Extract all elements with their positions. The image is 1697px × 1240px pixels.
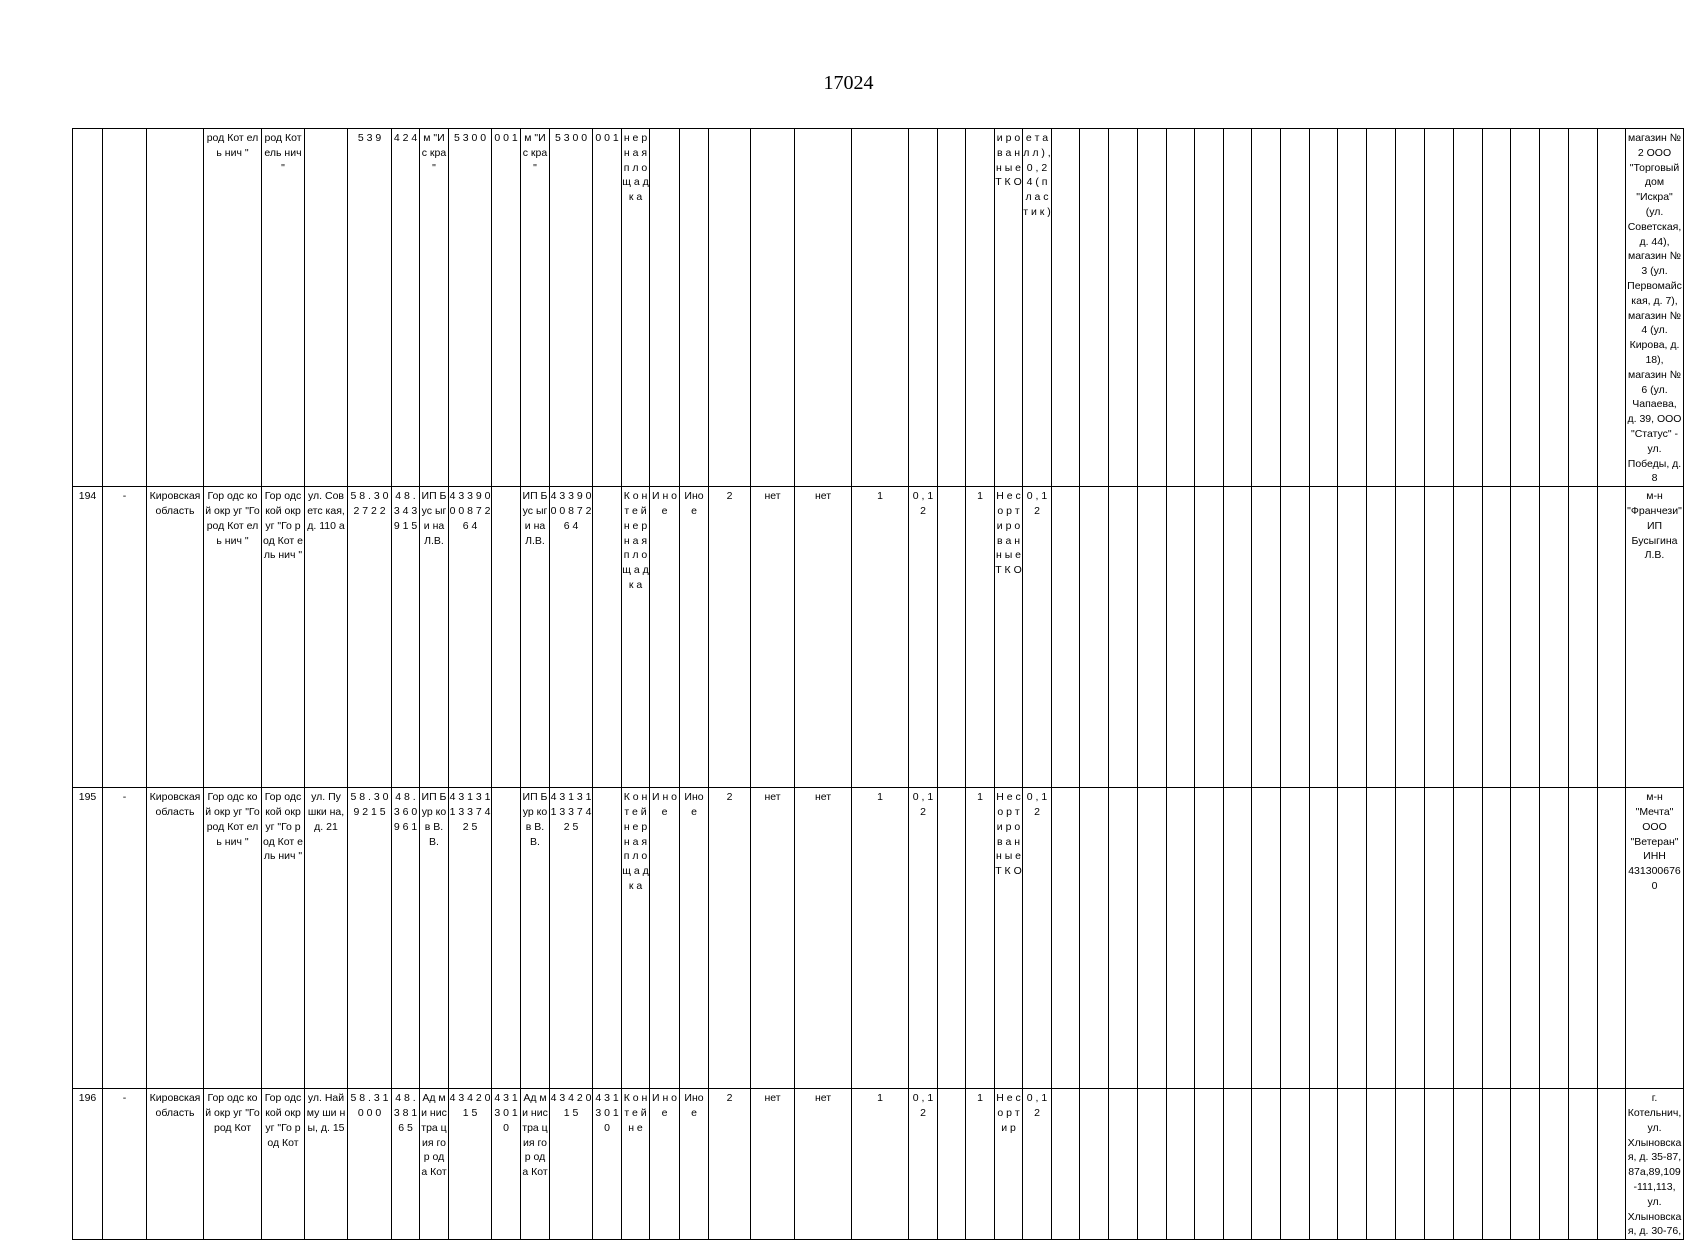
source-code-cell: 4 3 1 3 0 1 0 bbox=[593, 1089, 622, 1240]
waste-site-registry-table bbox=[72, 128, 1684, 1240]
empty-cell bbox=[1252, 129, 1281, 487]
row-dash bbox=[103, 129, 147, 487]
empty-cell bbox=[1483, 788, 1511, 1089]
row-dash: - bbox=[103, 487, 147, 788]
empty-cell bbox=[1367, 487, 1396, 788]
region-cell: Кировская область bbox=[147, 1089, 204, 1240]
empty-cell bbox=[1454, 129, 1483, 487]
source-code-cell: 0 0 1 bbox=[593, 129, 622, 487]
source-cell: ИП Бур ков В.В. bbox=[521, 788, 550, 1089]
site-type-cell: К о н т е й н е bbox=[622, 1089, 650, 1240]
empty-cell bbox=[1454, 487, 1483, 788]
empty-cell bbox=[1195, 129, 1224, 487]
empty-cell bbox=[1454, 1089, 1483, 1240]
latitude-cell: 5 8 . 3 0 2 7 2 2 bbox=[348, 487, 392, 788]
empty-cell bbox=[1338, 1089, 1367, 1240]
empty-cell bbox=[1195, 788, 1224, 1089]
owner-code-cell: 4 3 1 3 0 1 0 bbox=[492, 1089, 521, 1240]
planned-count-cell: 1 bbox=[966, 487, 995, 788]
empty-cell bbox=[1569, 1089, 1598, 1240]
notes-cell: магазин № 2 ООО "Торговый дом "Искра" (ул. Советская, д. 44), магазин № 3 (ул. Первомайская, д. 7), магазин № 4 (ул. Кирова, д. 18), магазин № 6 (ул. Чапаева, д. 39, ООО "Статус" - ул. Победы, д. 8 bbox=[1626, 129, 1684, 487]
cover-cell bbox=[650, 129, 680, 487]
latitude-cell: 5 3 9 bbox=[348, 129, 392, 487]
latitude-cell: 5 8 . 3 0 9 2 1 5 bbox=[348, 788, 392, 1089]
empty-cell bbox=[1224, 487, 1252, 788]
waste-type-cell: Н е с о р т и р о в а н н ы е Т К О bbox=[995, 487, 1023, 788]
empty-cell bbox=[1396, 1089, 1425, 1240]
longitude-cell: 4 8 . 3 4 3 9 1 5 bbox=[392, 487, 420, 788]
source-cell: м "Ис кра " bbox=[521, 129, 550, 487]
area-cell: нет bbox=[751, 1089, 795, 1240]
empty-cell bbox=[1080, 129, 1109, 487]
row-number: 196 bbox=[73, 1089, 103, 1240]
row-number bbox=[73, 129, 103, 487]
empty-cell bbox=[1483, 129, 1511, 487]
empty-cell bbox=[1052, 129, 1080, 487]
empty-cell bbox=[1425, 788, 1454, 1089]
district-cell: Гор одс кой окр уг "Го род Кот bbox=[204, 1089, 262, 1240]
settlement-cell: род Кот ель нич " bbox=[262, 129, 305, 487]
waste-volume-cell: е т а л л ) , 0 , 2 4 ( п л а с т и к ) bbox=[1023, 129, 1052, 487]
empty-cell bbox=[1310, 788, 1338, 1089]
planned-count-cell bbox=[966, 129, 995, 487]
owner-cell: ИП Бус ыги на Л.В. bbox=[420, 487, 449, 788]
empty-cell bbox=[1396, 129, 1425, 487]
notes-cell: м-н "Франчези" ИП Бусыгина Л.В. bbox=[1626, 487, 1684, 788]
container-count-cell: 1 bbox=[852, 788, 909, 1089]
empty-cell bbox=[1138, 487, 1167, 788]
container-volume-cell: 0 , 1 2 bbox=[909, 788, 938, 1089]
lighting-cell: нет bbox=[795, 1089, 852, 1240]
owner-cell: ИП Бур ков В.В. bbox=[420, 788, 449, 1089]
source-code-cell bbox=[593, 487, 622, 788]
waste-type-cell: Н е с о р т и р bbox=[995, 1089, 1023, 1240]
owner-code-cell: 0 0 1 bbox=[492, 129, 521, 487]
empty-cell bbox=[1598, 788, 1626, 1089]
empty-cell bbox=[1367, 129, 1396, 487]
empty-cell bbox=[1540, 1089, 1569, 1240]
container-count-cell: 1 bbox=[852, 1089, 909, 1240]
waste-volume-cell: 0 , 1 2 bbox=[1023, 1089, 1052, 1240]
settlement-cell: Гор одс кой окр уг "Го род Кот bbox=[262, 1089, 305, 1240]
container-count-cell: 1 bbox=[852, 487, 909, 788]
empty-cell bbox=[1281, 788, 1310, 1089]
empty-cell bbox=[1338, 487, 1367, 788]
empty-cell bbox=[1080, 1089, 1109, 1240]
area-cell: нет bbox=[751, 487, 795, 788]
row-dash: - bbox=[103, 788, 147, 1089]
waste-type-cell: Н е с о р т и р о в а н н ы е Т К О bbox=[995, 788, 1023, 1089]
area-cell: нет bbox=[751, 788, 795, 1089]
street-cell: ул. Най му ши ны, д. 15 bbox=[305, 1089, 348, 1240]
source-code-cell bbox=[593, 788, 622, 1089]
empty-cell bbox=[1454, 788, 1483, 1089]
fence-cell: 2 bbox=[709, 487, 751, 788]
container-count-cell bbox=[852, 129, 909, 487]
latitude-cell: 5 8 . 3 1 0 0 0 bbox=[348, 1089, 392, 1240]
planned-count-cell: 1 bbox=[966, 1089, 995, 1240]
cover-type-cell: Ино е bbox=[680, 487, 709, 788]
empty-cell bbox=[1310, 129, 1338, 487]
empty-cell bbox=[1338, 788, 1367, 1089]
owner-code-cell bbox=[492, 487, 521, 788]
cover-cell: И н о е bbox=[650, 1089, 680, 1240]
cover-type-cell: Ино е bbox=[680, 788, 709, 1089]
empty-cell bbox=[1195, 487, 1224, 788]
container-volume-cell: 0 , 1 2 bbox=[909, 487, 938, 788]
empty-cell bbox=[1281, 1089, 1310, 1240]
table-row bbox=[73, 1089, 1684, 1240]
empty-cell bbox=[1281, 129, 1310, 487]
empty-cell bbox=[1569, 129, 1598, 487]
notes-cell: г. Котельнич, ул. Хлыновская, д. 35-87, 87а,89,109-111,113, ул. Хлыновская, д. 30-76, bbox=[1626, 1089, 1684, 1240]
settlement-cell: Гор одс кой окр уг "Го род Кот ель нич " bbox=[262, 487, 305, 788]
table-row bbox=[73, 788, 1684, 1089]
empty-cell bbox=[1167, 788, 1195, 1089]
district-cell: Гор одс кой окр уг "Го род Кот ель нич " bbox=[204, 788, 262, 1089]
row-number: 194 bbox=[73, 487, 103, 788]
area-cell bbox=[751, 129, 795, 487]
empty-cell bbox=[1511, 487, 1540, 788]
fence-cell bbox=[709, 129, 751, 487]
empty-cell bbox=[1109, 1089, 1138, 1240]
empty-cell bbox=[1195, 1089, 1224, 1240]
region-cell bbox=[147, 129, 204, 487]
notes-cell: м-н "Мечта" ООО "Ветеран" ИНН 4313006760 bbox=[1626, 788, 1684, 1089]
site-type-cell: К о н т е й н е р н а я п л о щ а д к а bbox=[622, 788, 650, 1089]
owner-cell: м "Ис кра " bbox=[420, 129, 449, 487]
empty-cell bbox=[1138, 1089, 1167, 1240]
empty-cell bbox=[1109, 129, 1138, 487]
street-cell bbox=[305, 129, 348, 487]
owner-code-cell bbox=[492, 788, 521, 1089]
waste-type-cell: и р о в а н н ы е Т К О bbox=[995, 129, 1023, 487]
empty-cell bbox=[1252, 1089, 1281, 1240]
empty-cell bbox=[1540, 487, 1569, 788]
empty-cell bbox=[1511, 129, 1540, 487]
empty-cell bbox=[1569, 487, 1598, 788]
row-dash: - bbox=[103, 1089, 147, 1240]
planned-count-cell: 1 bbox=[966, 788, 995, 1089]
empty-cell bbox=[1367, 788, 1396, 1089]
empty-cell bbox=[1052, 487, 1080, 788]
empty-cell bbox=[1138, 129, 1167, 487]
district-cell: Гор одс кой окр уг "Го род Кот ель нич " bbox=[204, 487, 262, 788]
empty-cell bbox=[938, 788, 966, 1089]
empty-cell bbox=[1511, 1089, 1540, 1240]
empty-cell bbox=[1109, 788, 1138, 1089]
region-cell: Кировская область bbox=[147, 788, 204, 1089]
waste-volume-cell: 0 , 1 2 bbox=[1023, 487, 1052, 788]
empty-cell bbox=[1080, 788, 1109, 1089]
lighting-cell: нет bbox=[795, 487, 852, 788]
empty-cell bbox=[1425, 1089, 1454, 1240]
cover-type-cell bbox=[680, 129, 709, 487]
empty-cell bbox=[1338, 129, 1367, 487]
waste-volume-cell: 0 , 1 2 bbox=[1023, 788, 1052, 1089]
empty-cell bbox=[1425, 129, 1454, 487]
owner-ogrn-cell: 4 3 3 9 0 0 0 8 7 2 6 4 bbox=[449, 487, 492, 788]
empty-cell bbox=[1252, 487, 1281, 788]
owner-ogrn-cell: 5 3 0 0 bbox=[449, 129, 492, 487]
empty-cell bbox=[1367, 1089, 1396, 1240]
empty-cell bbox=[938, 487, 966, 788]
cover-cell: И н о е bbox=[650, 487, 680, 788]
empty-cell bbox=[1511, 788, 1540, 1089]
site-type-cell: К о н т е й н е р н а я п л о щ а д к а bbox=[622, 487, 650, 788]
longitude-cell: 4 8 . 3 6 0 9 6 1 bbox=[392, 788, 420, 1089]
cover-type-cell: Ино е bbox=[680, 1089, 709, 1240]
source-cell: ИП Бус ыги на Л.В. bbox=[521, 487, 550, 788]
owner-ogrn-cell: 4 3 4 2 0 1 5 bbox=[449, 1089, 492, 1240]
empty-cell bbox=[1252, 788, 1281, 1089]
empty-cell bbox=[1310, 487, 1338, 788]
empty-cell bbox=[1540, 788, 1569, 1089]
empty-cell bbox=[1598, 129, 1626, 487]
empty-cell bbox=[1483, 487, 1511, 788]
region-cell: Кировская область bbox=[147, 487, 204, 788]
table-row bbox=[73, 129, 1684, 487]
empty-cell bbox=[1569, 788, 1598, 1089]
container-volume-cell: 0 , 1 2 bbox=[909, 1089, 938, 1240]
empty-cell bbox=[1052, 1089, 1080, 1240]
source-ogrn-cell: 5 3 0 0 bbox=[550, 129, 593, 487]
empty-cell bbox=[1540, 129, 1569, 487]
row-number: 195 bbox=[73, 788, 103, 1089]
street-cell: ул. Пу шки на, д. 21 bbox=[305, 788, 348, 1089]
empty-cell bbox=[1167, 487, 1195, 788]
empty-cell bbox=[1425, 487, 1454, 788]
empty-cell bbox=[1167, 129, 1195, 487]
empty-cell bbox=[1080, 487, 1109, 788]
fence-cell: 2 bbox=[709, 788, 751, 1089]
source-ogrn-cell: 4 3 3 9 0 0 0 8 7 2 6 4 bbox=[550, 487, 593, 788]
empty-cell bbox=[1224, 129, 1252, 487]
empty-cell bbox=[1138, 788, 1167, 1089]
empty-cell bbox=[1224, 788, 1252, 1089]
empty-cell bbox=[1396, 788, 1425, 1089]
empty-cell bbox=[938, 1089, 966, 1240]
lighting-cell: нет bbox=[795, 788, 852, 1089]
cover-cell: И н о е bbox=[650, 788, 680, 1089]
empty-cell bbox=[1598, 1089, 1626, 1240]
district-cell: род Кот ель нич " bbox=[204, 129, 262, 487]
empty-cell bbox=[1281, 487, 1310, 788]
fence-cell: 2 bbox=[709, 1089, 751, 1240]
settlement-cell: Гор одс кой окр уг "Го род Кот ель нич " bbox=[262, 788, 305, 1089]
owner-ogrn-cell: 4 3 1 3 1 1 3 3 7 4 2 5 bbox=[449, 788, 492, 1089]
lighting-cell bbox=[795, 129, 852, 487]
table-row bbox=[73, 487, 1684, 788]
longitude-cell: 4 2 4 bbox=[392, 129, 420, 487]
source-cell: Ад ми нис тра ция гор ода Кот bbox=[521, 1089, 550, 1240]
empty-cell bbox=[1396, 487, 1425, 788]
source-ogrn-cell: 4 3 1 3 1 1 3 3 7 4 2 5 bbox=[550, 788, 593, 1089]
longitude-cell: 4 8 . 3 8 1 6 5 bbox=[392, 1089, 420, 1240]
empty-cell bbox=[1310, 1089, 1338, 1240]
empty-cell bbox=[1224, 1089, 1252, 1240]
page-number: 17024 bbox=[823, 72, 874, 94]
street-cell: ул. Сов етс кая, д. 110 а bbox=[305, 487, 348, 788]
site-type-cell: н е р н а я п л о щ а д к а bbox=[622, 129, 650, 487]
source-ogrn-cell: 4 3 4 2 0 1 5 bbox=[550, 1089, 593, 1240]
owner-cell: Ад ми нис тра ция гор ода Кот bbox=[420, 1089, 449, 1240]
container-volume-cell bbox=[909, 129, 938, 487]
empty-cell bbox=[1598, 487, 1626, 788]
empty-cell bbox=[1483, 1089, 1511, 1240]
empty-cell bbox=[1052, 788, 1080, 1089]
empty-cell bbox=[938, 129, 966, 487]
empty-cell bbox=[1167, 1089, 1195, 1240]
empty-cell bbox=[1109, 487, 1138, 788]
